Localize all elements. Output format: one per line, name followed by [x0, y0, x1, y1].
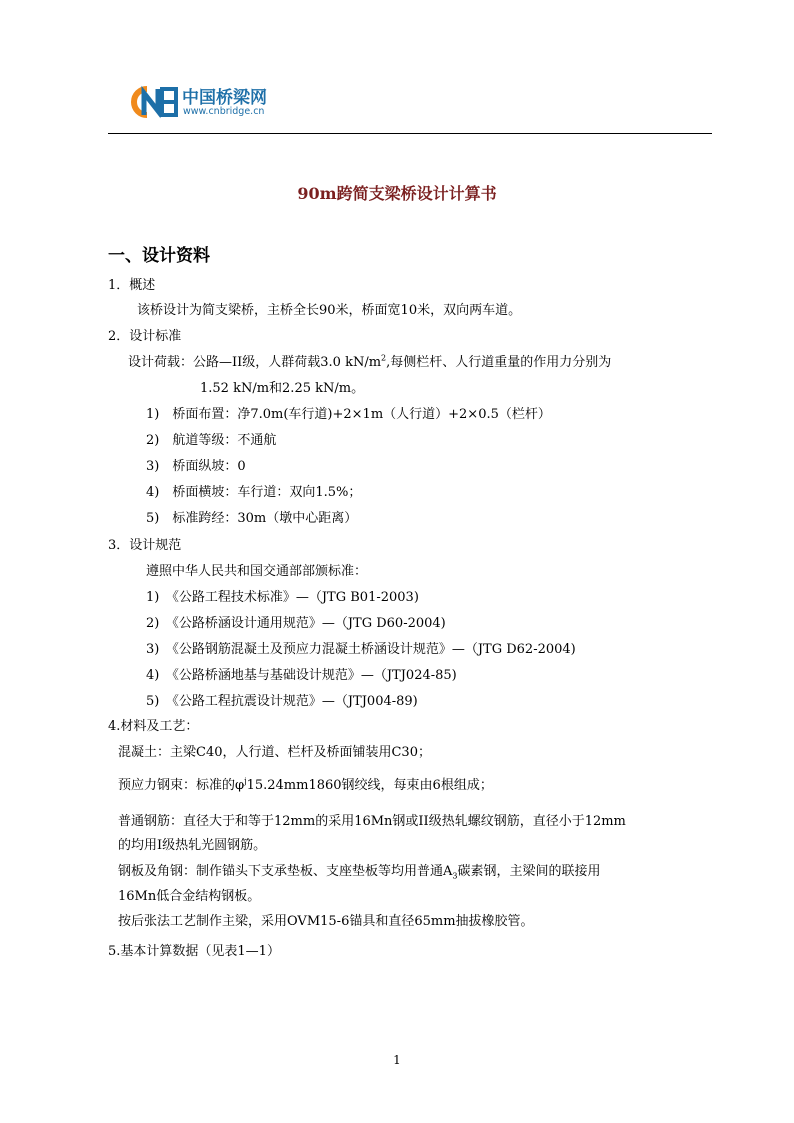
overview-text: 该桥设计为简支梁桥，主桥全长90米，桥面宽10米，双向两车道。	[137, 303, 522, 318]
construction-method-text: 按后张法工艺制作主梁，采用OVM15-6锚具和直径65mm抽拔橡胶管。	[118, 914, 534, 929]
subsection-title-3: 3．设计规范	[108, 538, 182, 553]
logo-url: www.cnbridge.cn	[183, 106, 265, 117]
subsection-title-2: 2．设计标准	[108, 329, 182, 344]
rebar-text-line-1: 普通钢筋：直径大于和等于12mm的采用16Mn钢或II级热轧螺纹钢筋，直径小于12mm	[118, 814, 626, 829]
section-heading: 一、设计资料	[108, 246, 210, 266]
design-load-text: 设计荷载：公路—II级，人群荷载3.0 $kN/m^2$,每侧栏杆、人行道重量的作用力分别为	[128, 353, 612, 370]
page-number: 1	[393, 1053, 401, 1067]
prestress-text: 预应力钢束：标准的$\varphi^j15.24mm1860$钢绞线，每束由6根组成；	[118, 776, 493, 793]
rebar-text-line-2: 的均用I级热轧光圆钢筋。	[118, 838, 267, 853]
steel-plate-text-line-2: 16Mn低合金结构钢板。	[118, 889, 261, 904]
standard-item: 5) 标准跨经：30m（墩中心距离）	[146, 511, 358, 526]
standard-item: 1) 桥面布置：净7.0m(车行道)+2×1m（人行道）+2×0.5（栏杆）	[146, 407, 551, 422]
standard-item: 4) 桥面横坡：车行道：双向1.5%；	[146, 485, 362, 500]
code-item: 3) 《公路钢筋混凝土及预应力混凝土桥涵设计规范》—（JTG D62-2004)	[146, 642, 576, 657]
site-logo	[130, 83, 300, 123]
code-item: 1) 《公路工程技术标准》—（JTG B01-2003)	[146, 590, 419, 605]
code-item: 2) 《公路桥涵设计通用规范》—（JTG D60-2004)	[146, 616, 446, 631]
standard-item: 3) 桥面纵坡：0	[146, 459, 246, 474]
code-item: 5) 《公路工程抗震设计规范》—（JTJ004-89)	[146, 694, 418, 709]
steel-plate-text-line-1: 钢板及角钢：制作锚头下支承垫板、支座垫板等均用普通$A_3$碳素钢，主梁间的联接用	[118, 864, 601, 881]
subsection-title-1: 1．概述	[108, 278, 156, 293]
subsection-title-5: 5.基本计算数据（见表1—1）	[108, 944, 280, 959]
header-divider	[108, 133, 712, 134]
document-title: 90m跨简支梁桥设计计算书	[297, 184, 497, 203]
design-load-values: 1.52 kN/m和2.25 kN/m。	[200, 381, 365, 396]
standard-item: 2) 航道等级：不通航	[146, 433, 277, 448]
code-item: 4) 《公路桥涵地基与基础设计规范》—（JTJ024-85)	[146, 668, 457, 683]
subsection-title-4: 4.材料及工艺：	[108, 719, 199, 734]
logo-name: 中国桥梁网	[182, 88, 267, 108]
cnbridge-logo-icon	[130, 85, 178, 119]
concrete-text: 混凝土：主梁C40，人行道、栏杆及桥面铺装用C30；	[118, 745, 431, 760]
codes-intro: 遵照中华人民共和国交通部部颁标准：	[146, 564, 368, 579]
